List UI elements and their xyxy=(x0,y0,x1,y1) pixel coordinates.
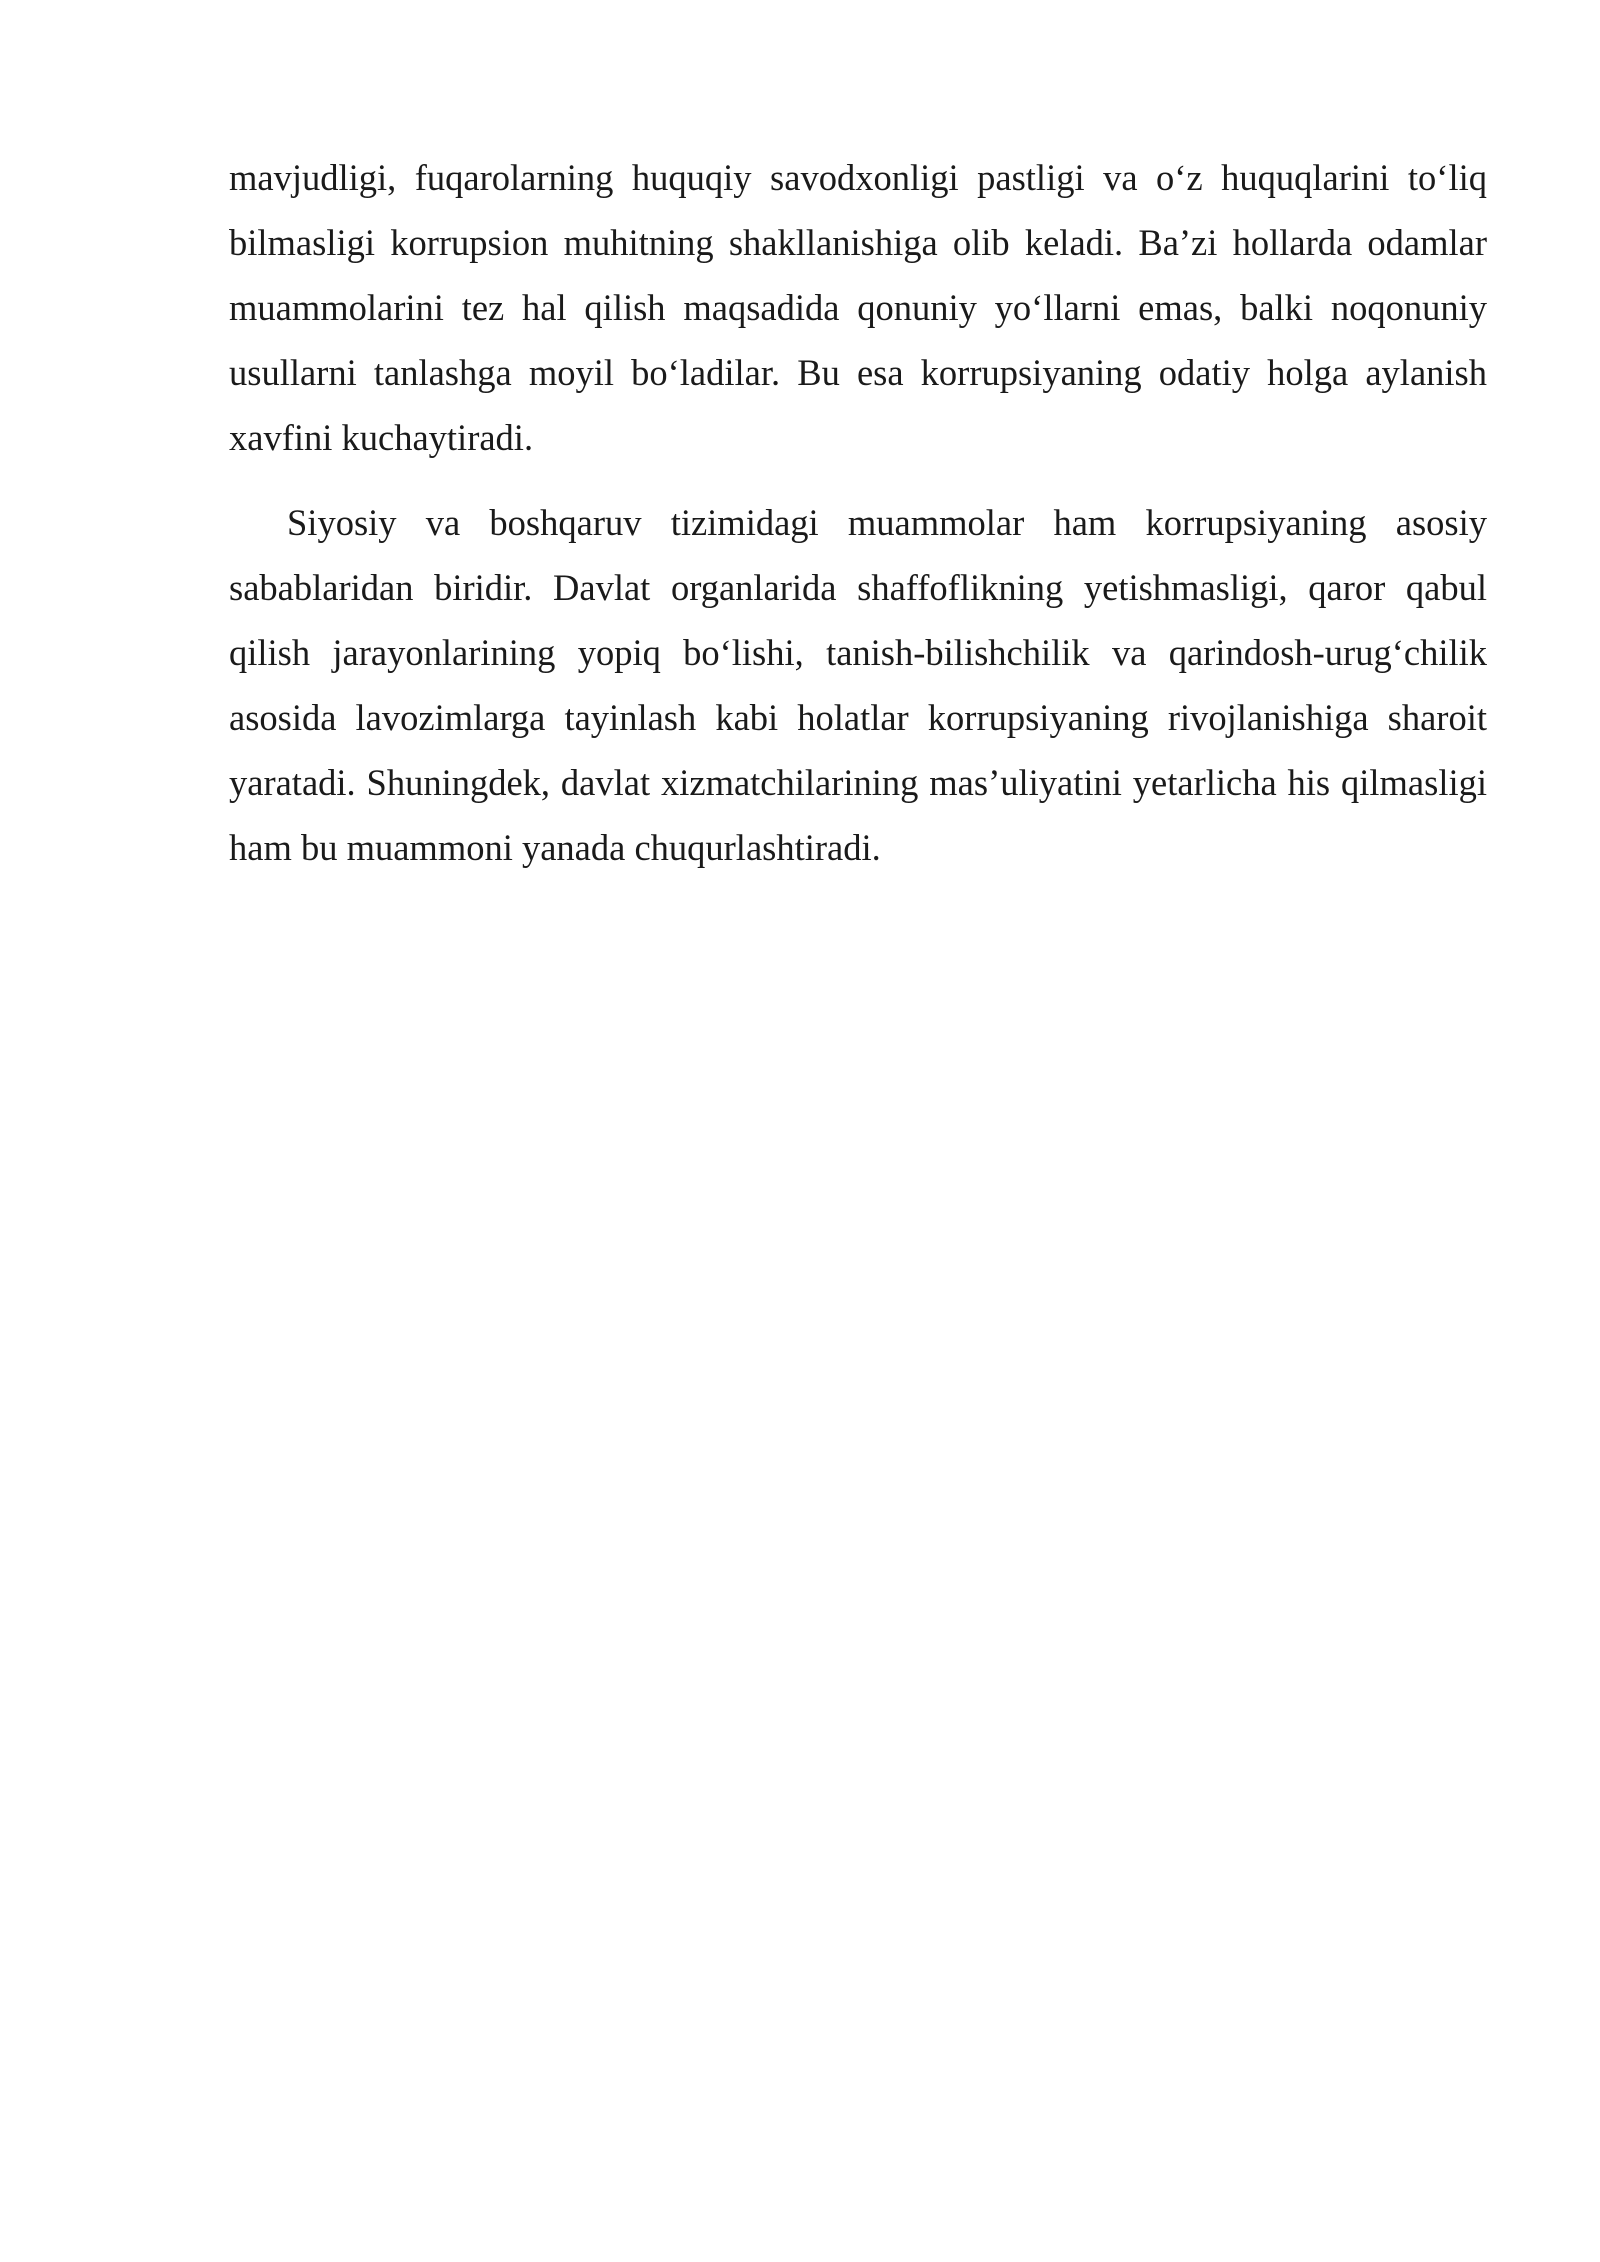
document-body xyxy=(229,145,1487,880)
paragraph-continuation: mavjudligi, fuqarolarning huquqiy savodxonligi pastligi va o‘z huquqlarini to‘liq bilmasligi korrupsion muhitning shakllanishiga olib keladi. Ba’zi hollarda odamlar muammolarini tez hal qilish maqsadida qonuniy yo‘llarni emas, balki noqonuniy usullarni tanlashga moyil bo‘ladilar. Bu esa korrupsiyaning odatiy holga aylanish xavfini kuchaytiradi. xyxy=(229,157,1487,458)
paragraph-political-causes: Siyosiy va boshqaruv tizimidagi muammolar ham korrupsiyaning asosiy sabablaridan biridir. Davlat organlarida shaffoflikning yetishmasligi, qaror qabul qilish jarayonlarining yopiq bo‘lishi, tanish-bilishchilik va qarindosh-urug‘chilik asosida lavozimlarga tayinlash kabi holatlar korrupsiyaning rivojlanishiga sharoit yaratadi. Shuningdek, davlat xizmatchilarining mas’uliyatini yetarlicha his qilmasligi ham bu muammoni yanada chuqurlashtiradi. xyxy=(229,502,1487,868)
